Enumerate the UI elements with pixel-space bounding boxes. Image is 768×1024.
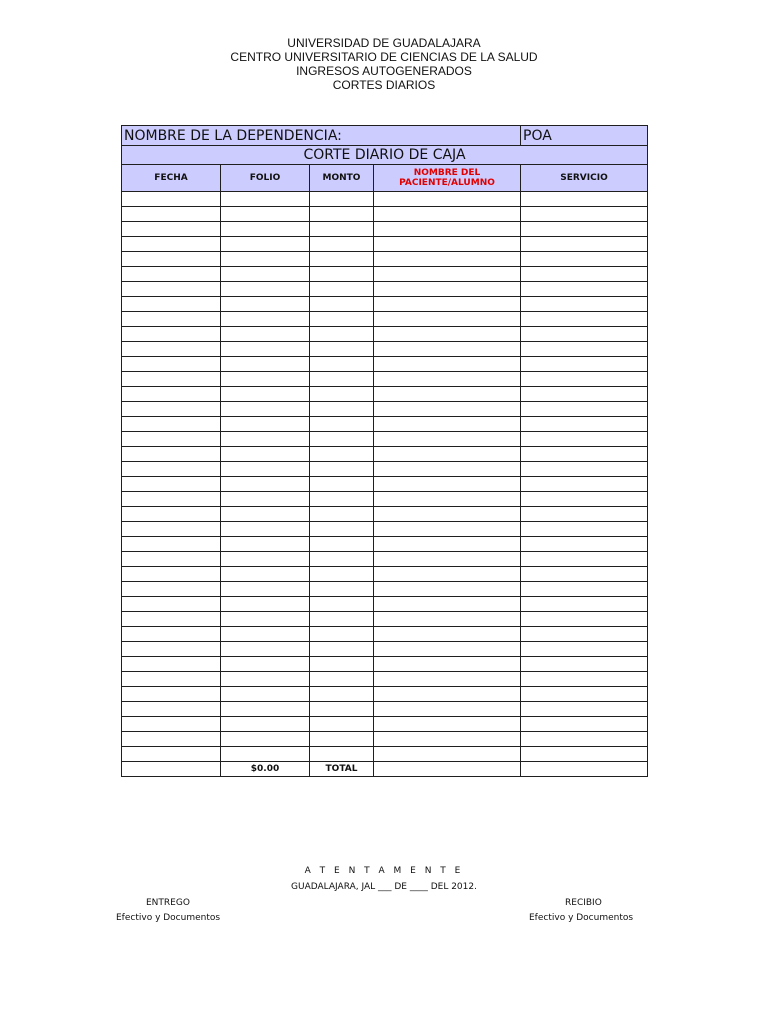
cell-folio[interactable]: [221, 477, 310, 492]
cell-servicio[interactable]: [521, 732, 648, 747]
cell-nombre[interactable]: [374, 372, 521, 387]
table-row: [122, 192, 648, 207]
cell-folio[interactable]: [221, 327, 310, 342]
total-label: TOTAL: [310, 762, 374, 777]
table-row: [122, 507, 648, 522]
cell-folio[interactable]: [221, 432, 310, 447]
table-row: [122, 657, 648, 672]
cell-servicio[interactable]: [521, 582, 648, 597]
cell-folio[interactable]: [221, 492, 310, 507]
cell-nombre[interactable]: [374, 312, 521, 327]
cell-folio[interactable]: [221, 282, 310, 297]
cell-fecha[interactable]: [122, 342, 221, 357]
cell-folio[interactable]: [221, 267, 310, 282]
cell-nombre[interactable]: [374, 522, 521, 537]
cell-folio[interactable]: [221, 387, 310, 402]
cell-folio[interactable]: [221, 342, 310, 357]
cell-fecha[interactable]: [122, 222, 221, 237]
cell-monto[interactable]: [310, 702, 374, 717]
cell-servicio[interactable]: [521, 432, 648, 447]
cell-folio[interactable]: [221, 732, 310, 747]
table-row: [122, 222, 648, 237]
cell-fecha[interactable]: [122, 747, 221, 762]
cell-monto[interactable]: [310, 477, 374, 492]
cell-fecha[interactable]: [122, 417, 221, 432]
cell-monto[interactable]: [310, 582, 374, 597]
cell-nombre[interactable]: [374, 267, 521, 282]
center-name: CENTRO UNIVERSITARIO DE CIENCIAS DE LA SALUD: [230, 50, 538, 64]
cell-fecha[interactable]: [122, 432, 221, 447]
cell-monto[interactable]: [310, 717, 374, 732]
cell-folio[interactable]: [221, 462, 310, 477]
cell-fecha[interactable]: [122, 447, 221, 462]
cell-servicio[interactable]: [521, 567, 648, 582]
table-row: [122, 402, 648, 417]
title-row: [122, 126, 648, 146]
atentamente-label: A T E N T A M E N T E: [304, 866, 464, 876]
cell-fecha[interactable]: [122, 717, 221, 732]
cell-nombre[interactable]: [374, 492, 521, 507]
total-nombre-cell: [374, 762, 521, 777]
table-row: [122, 327, 648, 342]
cell-servicio[interactable]: [521, 252, 648, 267]
cell-folio[interactable]: [221, 297, 310, 312]
cell-nombre[interactable]: [374, 432, 521, 447]
table-row: [122, 642, 648, 657]
table-row: [122, 252, 648, 267]
cell-nombre[interactable]: [374, 597, 521, 612]
cell-folio[interactable]: [221, 747, 310, 762]
cell-fecha[interactable]: [122, 582, 221, 597]
cell-nombre[interactable]: [374, 297, 521, 312]
table-row: [122, 537, 648, 552]
efectivo-left-label: Efectivo y Documentos: [116, 913, 221, 923]
cell-nombre[interactable]: [374, 342, 521, 357]
cell-monto[interactable]: [310, 207, 374, 222]
cell-nombre[interactable]: [374, 207, 521, 222]
table-row: [122, 387, 648, 402]
cell-nombre[interactable]: [374, 282, 521, 297]
table-row: [122, 357, 648, 372]
cell-servicio[interactable]: [521, 267, 648, 282]
cell-servicio[interactable]: [521, 642, 648, 657]
cell-monto[interactable]: [310, 492, 374, 507]
table-row: [122, 687, 648, 702]
table-row: [122, 747, 648, 762]
cell-servicio[interactable]: [521, 687, 648, 702]
cell-fecha[interactable]: [122, 252, 221, 267]
cell-fecha[interactable]: [122, 642, 221, 657]
cell-nombre[interactable]: [374, 507, 521, 522]
cell-monto[interactable]: [310, 507, 374, 522]
cell-nombre[interactable]: [374, 537, 521, 552]
cell-nombre[interactable]: [374, 327, 521, 342]
cell-monto[interactable]: [310, 672, 374, 687]
cell-monto[interactable]: [310, 312, 374, 327]
cell-nombre[interactable]: [374, 702, 521, 717]
cell-servicio[interactable]: [521, 537, 648, 552]
cell-servicio[interactable]: [521, 312, 648, 327]
table-row: [122, 492, 648, 507]
cell-fecha[interactable]: [122, 537, 221, 552]
cell-nombre[interactable]: [374, 567, 521, 582]
cell-servicio[interactable]: [521, 477, 648, 492]
cell-folio[interactable]: [221, 252, 310, 267]
cell-monto[interactable]: [310, 522, 374, 537]
cell-nombre[interactable]: [374, 717, 521, 732]
cell-folio[interactable]: [221, 612, 310, 627]
table-row: [122, 372, 648, 387]
cell-servicio[interactable]: [521, 702, 648, 717]
table-row: [122, 282, 648, 297]
cell-servicio[interactable]: [521, 522, 648, 537]
cell-folio[interactable]: [221, 222, 310, 237]
cell-folio[interactable]: [221, 552, 310, 567]
document-title: CORTES DIARIOS: [332, 78, 436, 92]
cell-folio[interactable]: [221, 717, 310, 732]
cell-servicio[interactable]: [521, 387, 648, 402]
table-row: [122, 462, 648, 477]
column-header-servicio: SERVICIO: [521, 165, 648, 192]
table-row: [122, 447, 648, 462]
cell-fecha[interactable]: [122, 282, 221, 297]
cell-monto[interactable]: [310, 297, 374, 312]
cell-folio[interactable]: [221, 627, 310, 642]
cell-monto[interactable]: [310, 387, 374, 402]
cell-fecha[interactable]: [122, 477, 221, 492]
university-name: UNIVERSIDAD DE GUADALAJARA: [287, 36, 481, 50]
cell-monto[interactable]: [310, 192, 374, 207]
column-header-nombre: [374, 165, 521, 192]
cell-fecha[interactable]: [122, 237, 221, 252]
cell-fecha[interactable]: [122, 687, 221, 702]
cell-fecha[interactable]: [122, 312, 221, 327]
table-row: [122, 477, 648, 492]
cell-fecha[interactable]: [122, 732, 221, 747]
cell-monto[interactable]: [310, 537, 374, 552]
table-row: [122, 552, 648, 567]
cell-servicio[interactable]: [521, 297, 648, 312]
cell-nombre[interactable]: [374, 657, 521, 672]
entrego-label: ENTREGO: [146, 898, 190, 908]
cell-nombre[interactable]: [374, 642, 521, 657]
cell-fecha[interactable]: [122, 627, 221, 642]
cell-servicio[interactable]: [521, 327, 648, 342]
table-row: [122, 717, 648, 732]
cell-nombre[interactable]: [374, 582, 521, 597]
cell-nombre[interactable]: [374, 417, 521, 432]
cell-servicio[interactable]: [521, 237, 648, 252]
cell-fecha[interactable]: [122, 657, 221, 672]
cell-servicio[interactable]: [521, 282, 648, 297]
cell-fecha[interactable]: [122, 387, 221, 402]
cell-monto[interactable]: [310, 552, 374, 567]
cell-monto[interactable]: [310, 417, 374, 432]
cell-monto[interactable]: [310, 372, 374, 387]
cell-folio[interactable]: [221, 417, 310, 432]
cell-nombre[interactable]: [374, 402, 521, 417]
table-row: [122, 267, 648, 282]
cell-monto[interactable]: [310, 597, 374, 612]
cell-servicio[interactable]: [521, 627, 648, 642]
table-row: [122, 672, 648, 687]
cell-monto[interactable]: [310, 222, 374, 237]
cash-report-table: [121, 125, 648, 777]
subtitle-row: [122, 146, 648, 165]
column-header-nombre-text: NOMBRE DEL PACIENTE/ALUMNO: [399, 168, 495, 188]
cell-monto[interactable]: [310, 327, 374, 342]
table-row: [122, 627, 648, 642]
cell-folio[interactable]: [221, 312, 310, 327]
cell-servicio[interactable]: [521, 402, 648, 417]
cell-fecha[interactable]: [122, 567, 221, 582]
cell-fecha[interactable]: [122, 462, 221, 477]
cell-folio[interactable]: [221, 207, 310, 222]
cell-servicio[interactable]: [521, 357, 648, 372]
cell-monto[interactable]: [310, 732, 374, 747]
column-header-monto: MONTO: [310, 165, 374, 192]
column-header-folio: FOLIO: [221, 165, 310, 192]
cell-nombre[interactable]: [374, 747, 521, 762]
table-row: [122, 702, 648, 717]
column-header-row: [122, 165, 648, 192]
cell-servicio[interactable]: [521, 222, 648, 237]
cell-fecha[interactable]: [122, 297, 221, 312]
cell-monto[interactable]: [310, 357, 374, 372]
cell-nombre[interactable]: [374, 462, 521, 477]
recibio-label: RECIBIO: [565, 898, 602, 908]
table-row: [122, 342, 648, 357]
total-fecha-cell: [122, 762, 221, 777]
cell-folio[interactable]: [221, 372, 310, 387]
cell-monto[interactable]: [310, 342, 374, 357]
cell-servicio[interactable]: [521, 492, 648, 507]
cell-monto[interactable]: [310, 447, 374, 462]
table-row: [122, 207, 648, 222]
cell-nombre[interactable]: [374, 612, 521, 627]
cell-fecha[interactable]: [122, 327, 221, 342]
cell-servicio[interactable]: [521, 417, 648, 432]
cell-nombre[interactable]: [374, 357, 521, 372]
cell-servicio[interactable]: [521, 342, 648, 357]
cell-fecha[interactable]: [122, 372, 221, 387]
cell-monto[interactable]: [310, 252, 374, 267]
cell-nombre[interactable]: [374, 222, 521, 237]
department-name: INGRESOS AUTOGENERADOS: [296, 64, 472, 78]
cell-servicio[interactable]: [521, 552, 648, 567]
cell-nombre[interactable]: [374, 252, 521, 267]
cell-monto[interactable]: [310, 267, 374, 282]
table-row: [122, 567, 648, 582]
cell-fecha[interactable]: [122, 702, 221, 717]
table-row: [122, 732, 648, 747]
cell-nombre[interactable]: [374, 387, 521, 402]
cell-servicio[interactable]: [521, 657, 648, 672]
cell-folio[interactable]: [221, 642, 310, 657]
cell-monto[interactable]: [310, 747, 374, 762]
cell-nombre[interactable]: [374, 447, 521, 462]
cell-monto[interactable]: [310, 627, 374, 642]
report-subtitle: CORTE DIARIO DE CAJA: [122, 146, 648, 165]
cell-monto[interactable]: [310, 282, 374, 297]
dependencia-label: NOMBRE DE LA DEPENDENCIA:: [122, 126, 521, 146]
column-header-fecha: FECHA: [122, 165, 221, 192]
table-row: [122, 237, 648, 252]
cell-folio[interactable]: [221, 582, 310, 597]
cell-monto[interactable]: [310, 237, 374, 252]
cell-folio[interactable]: [221, 657, 310, 672]
cell-folio[interactable]: [221, 597, 310, 612]
cell-monto[interactable]: [310, 432, 374, 447]
cell-servicio[interactable]: [521, 717, 648, 732]
table-row: [122, 597, 648, 612]
table-row: [122, 612, 648, 627]
table-row: [122, 297, 648, 312]
cell-folio[interactable]: [221, 567, 310, 582]
cell-fecha[interactable]: [122, 522, 221, 537]
cell-monto[interactable]: [310, 642, 374, 657]
cell-nombre[interactable]: [374, 732, 521, 747]
cell-folio[interactable]: [221, 447, 310, 462]
cell-servicio[interactable]: [521, 192, 648, 207]
cell-fecha[interactable]: [122, 492, 221, 507]
cell-folio[interactable]: [221, 357, 310, 372]
cell-nombre[interactable]: [374, 237, 521, 252]
total-servicio-cell: [521, 762, 648, 777]
cell-folio[interactable]: [221, 702, 310, 717]
cell-nombre[interactable]: [374, 192, 521, 207]
cell-fecha[interactable]: [122, 672, 221, 687]
cell-fecha[interactable]: [122, 597, 221, 612]
cell-fecha[interactable]: [122, 207, 221, 222]
city-date-line: GUADALAJARA, JAL ___ DE ____ DEL 2012.: [291, 882, 477, 892]
document-header: [0, 36, 768, 92]
cell-folio[interactable]: [221, 522, 310, 537]
cell-nombre[interactable]: [374, 627, 521, 642]
cell-folio[interactable]: [221, 687, 310, 702]
efectivo-right-label: Efectivo y Documentos: [529, 913, 634, 923]
cell-nombre[interactable]: [374, 552, 521, 567]
cell-folio[interactable]: [221, 402, 310, 417]
cell-servicio[interactable]: [521, 747, 648, 762]
table-row: [122, 582, 648, 597]
cell-servicio[interactable]: [521, 507, 648, 522]
cell-fecha[interactable]: [122, 267, 221, 282]
cell-servicio[interactable]: [521, 672, 648, 687]
cell-fecha[interactable]: [122, 552, 221, 567]
cell-nombre[interactable]: [374, 477, 521, 492]
cell-monto[interactable]: [310, 687, 374, 702]
total-amount: $0.00: [221, 762, 310, 777]
cell-fecha[interactable]: [122, 507, 221, 522]
cell-nombre[interactable]: [374, 672, 521, 687]
cell-folio[interactable]: [221, 192, 310, 207]
cell-nombre[interactable]: [374, 687, 521, 702]
cell-monto[interactable]: [310, 612, 374, 627]
cell-servicio[interactable]: [521, 462, 648, 477]
cell-servicio[interactable]: [521, 597, 648, 612]
table-row: [122, 522, 648, 537]
cell-monto[interactable]: [310, 567, 374, 582]
cell-fecha[interactable]: [122, 402, 221, 417]
table-row: [122, 417, 648, 432]
cell-folio[interactable]: [221, 237, 310, 252]
cell-fecha[interactable]: [122, 357, 221, 372]
total-row: [122, 762, 648, 777]
table-row: [122, 432, 648, 447]
cell-monto[interactable]: [310, 402, 374, 417]
table-row: [122, 312, 648, 327]
cell-fecha[interactable]: [122, 192, 221, 207]
cell-servicio[interactable]: [521, 207, 648, 222]
cell-folio[interactable]: [221, 672, 310, 687]
poa-label: POA: [521, 126, 648, 146]
cell-folio[interactable]: [221, 507, 310, 522]
cell-fecha[interactable]: [122, 612, 221, 627]
cell-monto[interactable]: [310, 657, 374, 672]
cell-servicio[interactable]: [521, 447, 648, 462]
cell-servicio[interactable]: [521, 612, 648, 627]
cell-monto[interactable]: [310, 462, 374, 477]
cell-folio[interactable]: [221, 537, 310, 552]
cell-servicio[interactable]: [521, 372, 648, 387]
